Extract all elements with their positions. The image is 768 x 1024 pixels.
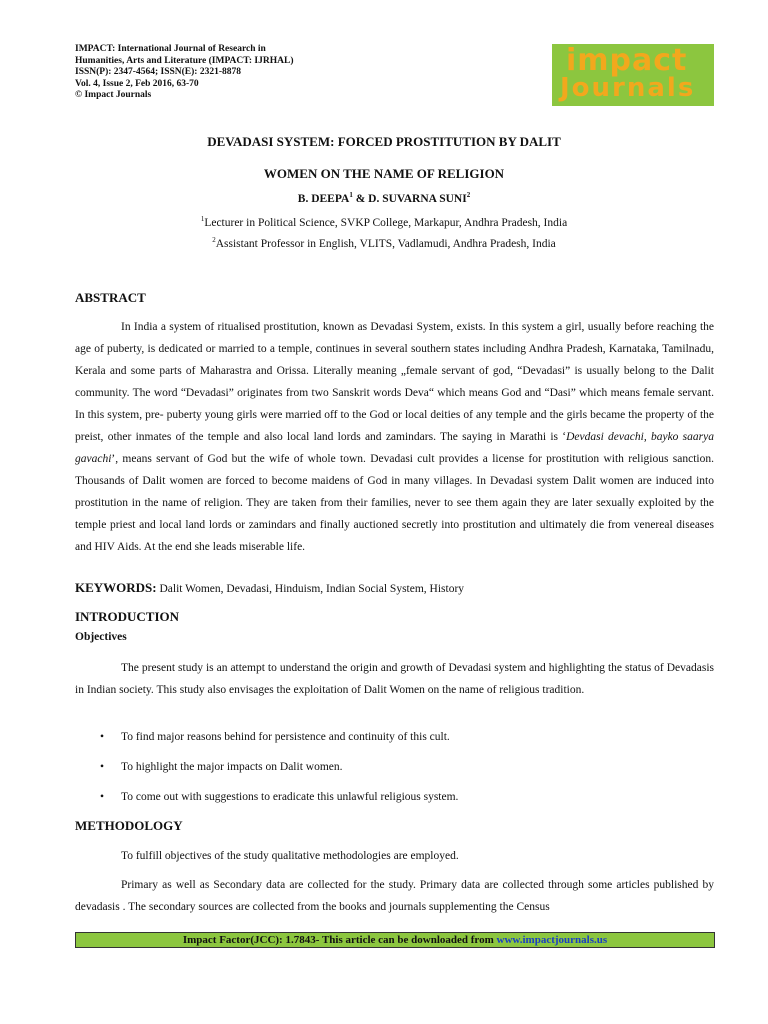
bullet-text: To highlight the major impacts on Dalit women. <box>121 761 343 773</box>
abstract-text-part-1: In India a system of ritualised prostitution, known as Devadasi System, exists. In this system a girl, usually before reaching the age of puberty, is dedicated or married to a temple, continues in several southern states including Andhra Pradesh, Karnataka, Tamilnadu, Kerala and some parts of Maharastra and Orissa. Literally meaning „female servant of god, “Devadasi” is usually belong to the Dalit community. The word “Devadasi” originates from two Sanskrit words Deva“ which means God and “Dasi” which means female servant. In this system, pre- puberty young girls were married off to the God or local deities of any temple and the girls became the property of the preist, other inmates of the temple and also local land lords and zamindars. The saying in Marathi is ‘ <box>75 321 714 443</box>
bullet-text: To find major reasons behind for persistence and continuity of this cult. <box>121 731 450 743</box>
logo-text-top: impact <box>566 43 688 78</box>
bullet-symbol: • <box>100 761 105 773</box>
author-2: D. SUVARNA SUNI <box>368 193 467 205</box>
affiliation-sup: 1 <box>200 215 205 224</box>
affiliation-sup: 2 <box>212 236 216 245</box>
author-1: B. DEEPA <box>297 193 350 205</box>
affiliation-text: Lecturer in Political Science, SVKP College, Markapur, Andhra Pradesh, India <box>204 217 568 229</box>
abstract-marathi-saying: Devdasi devachi, bayko saarya gavachi <box>75 431 714 465</box>
author-1-sup: 1 <box>349 191 353 200</box>
footer-text: Impact Factor(JCC): 1.7843- This article can be downloaded from <box>182 934 497 946</box>
methodology-heading: METHODOLOGY <box>75 818 183 833</box>
authors <box>75 193 693 205</box>
introduction-paragraph: The present study is an attempt to understand the origin and growth of Devadasi system and highlighting the status of Devadasis in Indian society. This study also envisages the exploitation of Dalit Women on the name of religious tradition. <box>75 662 714 696</box>
paper-title-line-2: WOMEN ON THE NAME OF RELIGION <box>263 166 505 181</box>
bullet-text: To come out with suggestions to eradicate this unlawful religious system. <box>121 791 459 803</box>
keywords-label: KEYWORDS: <box>75 580 157 595</box>
impact-journals-logo <box>552 44 714 106</box>
bullet-symbol: • <box>100 791 105 803</box>
abstract-paragraph <box>75 316 714 558</box>
abstract-text-part-2: ’, means servant of God but the wife of whole town. Devadasi cult provides a license for prostitution with religious sanction. Thousands of Dalit women are forced to become maidens of God in many villages. In Devadasi system Dalit women are induced into prostitution in the name of religion. They are taken from their families, never to see them again they are later sexually exploited by the temple priest and local land lords or zamindars and finally auctioned secretly into prostitution and ultimately die from venereal diseases and HIV Aids. At the end she leads miserable life. <box>75 453 714 553</box>
methodology-paragraph-1: To fulfill objectives of the study qualitative methodologies are employed. <box>121 850 459 862</box>
affiliation-2 <box>75 238 693 250</box>
affiliation-text: Assistant Professor in English, VLITS, Vadlamudi, Andhra Pradesh, India <box>215 238 556 250</box>
logo-text-bottom: Journals <box>560 73 696 103</box>
objective-bullet <box>100 791 458 803</box>
introduction-heading: INTRODUCTION <box>75 609 180 624</box>
journal-line: © Impact Journals <box>75 90 152 100</box>
footer-link[interactable]: www.impactjournals.us <box>496 934 608 946</box>
journal-line: Vol. 4, Issue 2, Feb 2016, 63-70 <box>75 78 199 89</box>
keywords-text: Dalit Women, Devadasi, Hinduism, Indian Social System, History <box>156 583 465 595</box>
methodology-paragraph-2: Primary as well as Secondary data are collected for the study. Primary data are collected through some articles published by devadasis . The secondary sources are collected from the books and journals supplementing the Census <box>75 879 714 913</box>
objective-bullet <box>100 731 450 743</box>
author-2-sup: 2 <box>466 191 471 200</box>
journal-line: ISSN(P): 2347-4564; ISSN(E): 2321-8878 <box>75 67 241 77</box>
paper-title-line-1: DEVADASI SYSTEM: FORCED PROSTITUTION BY DALIT <box>207 134 561 149</box>
keywords <box>75 580 464 596</box>
journal-info <box>75 44 375 102</box>
abstract-heading: ABSTRACT <box>75 290 146 305</box>
objective-bullet <box>100 761 343 773</box>
author-separator: & <box>352 193 369 205</box>
journal-line: IMPACT: International Journal of Research in <box>75 44 266 54</box>
footer-banner <box>75 932 715 948</box>
affiliation-1 <box>75 217 693 229</box>
objectives-subheading: Objectives <box>75 631 127 643</box>
journal-line: Humanities, Arts and Literature (IMPACT: IJRHAL) <box>75 55 294 66</box>
bullet-symbol: • <box>100 731 105 743</box>
